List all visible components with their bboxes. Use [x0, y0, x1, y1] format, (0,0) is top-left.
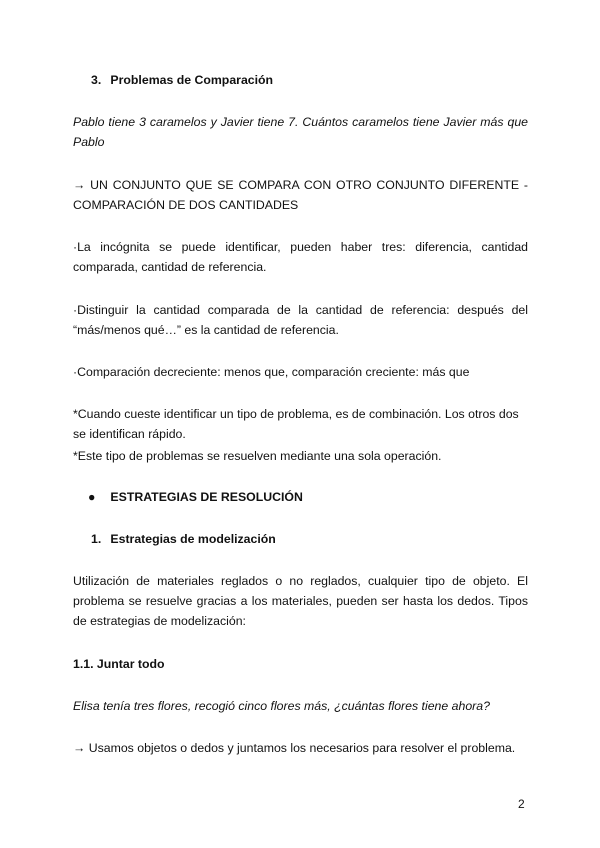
point-unknown: ·La incógnita se puede identificar, pueden haber tres: diferencia, cantidad comparada, cantidad de referencia. — [73, 240, 528, 274]
bullet-heading-strategies — [88, 487, 303, 507]
page-number: 2 — [518, 797, 525, 811]
comparison-definition: → UN CONJUNTO QUE SE COMPARA CON OTRO CONJUNTO DIFERENTE - COMPARACIÓN DE DOS CANTIDADES — [73, 178, 528, 212]
bullet-icon: ● — [88, 490, 96, 504]
section-number: 1. — [91, 532, 102, 546]
note-single-operation: *Este tipo de problemas se resuelven mediante una sola operación. — [73, 449, 442, 463]
bullet-heading-title: ESTRATEGIAS DE RESOLUCIÓN — [110, 490, 303, 504]
section-title: Estrategias de modelización — [110, 532, 276, 546]
section-heading-comparison — [91, 70, 273, 90]
modelization-paragraph: Utilización de materiales reglados o no reglados, cualquier tipo de objeto. El problema se resuelve gracias a los materiales, pueden ser hasta los dedos. Tipos de estrategias de modelización: — [73, 574, 528, 628]
note-combination: *Cuando cueste identificar un tipo de problema, es de combinación. Los otros dos se identifican rápido. — [73, 407, 519, 441]
join-example: Elisa tenía tres flores, recogió cinco flores más, ¿cuántas flores tiene ahora? — [73, 699, 490, 713]
join-explanation: → Usamos objetos o dedos y juntamos los necesarios para resolver el problema. — [73, 741, 516, 755]
section-number: 3. — [91, 73, 102, 87]
section-title: Problemas de Comparación — [110, 73, 274, 87]
point-distinguish: ·Distinguir la cantidad comparada de la cantidad de referencia: después del “más/menos qué…” es la cantidad de referencia. — [73, 303, 528, 337]
point-decreasing-increasing: ·Comparación decreciente: menos que, comparación creciente: más que — [73, 365, 470, 379]
section-heading-modelization — [91, 529, 276, 549]
comparison-example: Pablo tiene 3 caramelos y Javier tiene 7. Cuántos caramelos tiene Javier más que Pablo — [73, 115, 528, 149]
subsection-heading-join-all: 1.1. Juntar todo — [73, 657, 165, 671]
